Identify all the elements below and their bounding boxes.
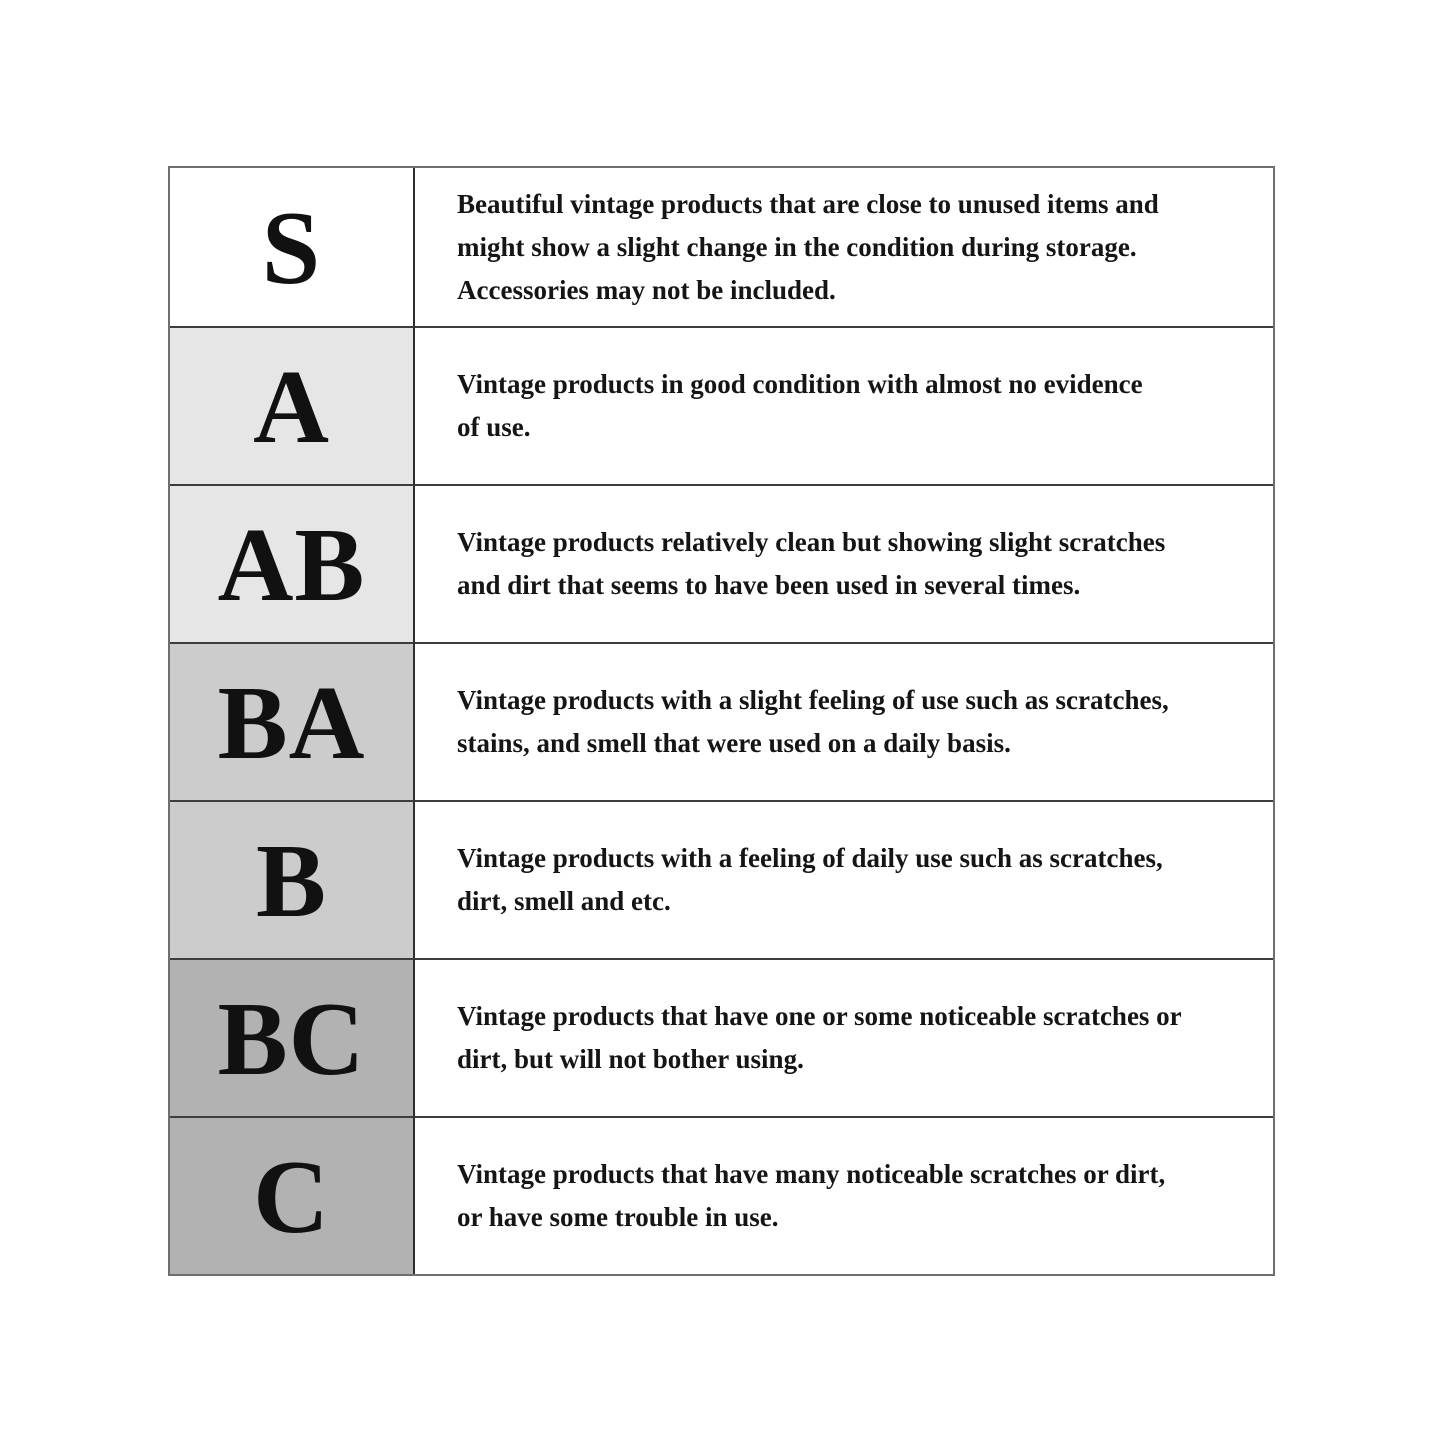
grade-cell-c — [170, 1116, 415, 1274]
grade-letter-c: C — [253, 1137, 330, 1255]
grade-letter-b: B — [255, 821, 328, 939]
grade-description-ab: Vintage products relatively clean but showing slight scratches and dirt that seems to have been used in several times. — [415, 484, 1273, 642]
grade-cell-ab — [170, 484, 415, 642]
grade-letter-bc: BC — [217, 979, 366, 1097]
grade-letter-a: A — [253, 347, 330, 465]
grade-description-ba: Vintage products with a slight feeling of use such as scratches, stains, and smell that were used on a daily basis. — [415, 642, 1273, 800]
grade-cell-s — [170, 168, 415, 326]
grade-letter-ba: BA — [217, 663, 366, 781]
grade-letter-s: S — [261, 188, 322, 306]
grade-description-a: Vintage products in good condition with almost no evidence of use. — [415, 326, 1273, 484]
grade-description-bc: Vintage products that have one or some noticeable scratches or dirt, but will not bother using. — [415, 958, 1273, 1116]
grade-cell-ba — [170, 642, 415, 800]
grade-description-c: Vintage products that have many noticeable scratches or dirt, or have some trouble in use. — [415, 1116, 1273, 1274]
grade-letter-ab: AB — [217, 505, 366, 623]
grade-description-s: Beautiful vintage products that are close to unused items and might show a slight change in the condition during storage. Accessories may not be included. — [457, 188, 1159, 305]
grade-description-b: Vintage products with a feeling of daily use such as scratches, dirt, smell and etc. — [415, 800, 1273, 958]
grade-cell-bc — [170, 958, 415, 1116]
grade-cell-a — [170, 326, 415, 484]
grade-cell-b — [170, 800, 415, 958]
condition-grade-table — [168, 166, 1275, 1276]
